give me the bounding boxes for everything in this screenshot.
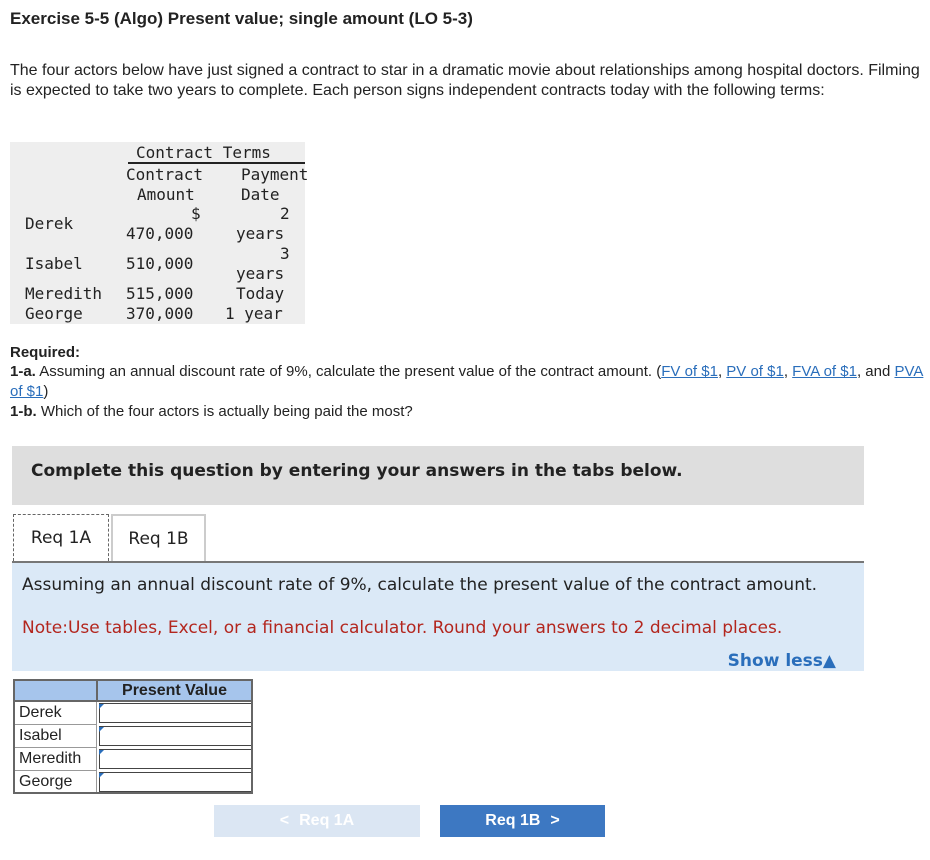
req-1a-label: 1-a.	[10, 363, 36, 380]
grid-label-derek: Derek	[13, 702, 96, 725]
req-1a-text: Assuming an annual discount rate of 9%, calculate the present value of the contract amount. (	[35, 363, 662, 380]
tab-req-1a[interactable]: Req 1A	[13, 514, 109, 561]
link-pv-of-1[interactable]: PV of $1	[726, 363, 784, 380]
grid-cell-isabel	[96, 725, 253, 748]
link-separator: ,	[717, 363, 727, 380]
cell-marker-icon	[99, 704, 104, 709]
link-pva-of-1[interactable]: PVA of $1	[10, 363, 924, 400]
grid-header-present-value: Present Value	[96, 679, 253, 702]
link-fv-of-1[interactable]: FV of $1	[661, 363, 718, 380]
terms-amount-derek: 470,000	[126, 224, 194, 243]
terms-date-derek-unit: years	[236, 224, 285, 243]
question-panel	[12, 563, 864, 671]
present-value-input-derek[interactable]	[99, 703, 252, 723]
banner-text: Complete this question by entering your answers in the tabs below.	[31, 461, 683, 481]
chevron-left-icon: <	[279, 812, 290, 829]
terms-date-meredith: Today	[236, 284, 285, 303]
triangle-up-icon: ▲	[822, 651, 836, 671]
requirement-1a	[10, 362, 925, 402]
link-close-paren: )	[43, 383, 49, 400]
instruction-banner	[12, 446, 864, 505]
link-separator: ,	[783, 363, 793, 380]
col-header-date: Date	[241, 185, 280, 204]
requirement-1b	[10, 402, 925, 422]
show-less-label: Show less	[727, 651, 823, 671]
link-fva-of-1[interactable]: FVA of $1	[792, 363, 857, 380]
link-separator: , and	[856, 363, 895, 380]
cell-marker-icon	[99, 750, 104, 755]
terms-date-isabel-unit: years	[236, 264, 285, 283]
terms-amount-isabel: 510,000	[126, 254, 194, 273]
terms-name-meredith: Meredith	[25, 284, 103, 303]
contract-terms-table	[10, 142, 309, 324]
terms-header-rule	[128, 162, 305, 164]
present-value-input-isabel[interactable]	[99, 726, 252, 746]
terms-group-header: Contract Terms	[136, 143, 271, 162]
present-value-input-george[interactable]	[99, 772, 252, 792]
grid-cell-meredith	[96, 748, 253, 771]
cell-marker-icon	[99, 773, 104, 778]
tab-req-1b[interactable]: Req 1B	[111, 514, 206, 561]
intro-text: The four actors below have just signed a contract to star in a dramatic movie about relationships among hospital doctors. Filming is expected to take two years to complete. Each person signs independent contracts today with the following terms:	[10, 62, 920, 99]
panel-note: Note:Use tables, Excel, or a financial calculator. Round your answers to 2 decimal places.	[22, 618, 783, 638]
show-less-button[interactable]	[728, 651, 836, 671]
grid-label-isabel: Isabel	[13, 725, 96, 748]
terms-name-isabel: Isabel	[25, 254, 83, 273]
grid-label-george: George	[13, 771, 96, 794]
next-req-1b-button[interactable]	[440, 805, 605, 837]
col-header-contract: Contract	[126, 165, 204, 184]
terms-name-derek: Derek	[25, 214, 74, 233]
grid-cell-derek	[96, 702, 253, 725]
prev-button-label: Req 1A	[299, 812, 355, 829]
next-button-label: Req 1B	[485, 812, 541, 829]
terms-date-george: 1 year	[225, 304, 283, 323]
grid-cell-george	[96, 771, 253, 794]
terms-amount-symbol: $	[191, 204, 201, 223]
required-heading: Required:	[10, 344, 81, 361]
present-value-input-meredith[interactable]	[99, 749, 252, 769]
req-1b-label: 1-b.	[10, 403, 37, 420]
terms-date-derek-num: 2	[280, 204, 290, 223]
req-1b-text: Which of the four actors is actually being paid the most?	[36, 403, 413, 420]
grid-header-blank	[13, 679, 96, 702]
terms-amount-meredith: 515,000	[126, 284, 194, 303]
col-header-payment: Payment	[241, 165, 309, 184]
prev-req-1a-button[interactable]	[214, 805, 420, 837]
terms-date-isabel-num: 3	[280, 244, 290, 263]
terms-name-george: George	[25, 304, 83, 323]
terms-amount-george: 370,000	[126, 304, 194, 323]
cell-marker-icon	[99, 727, 104, 732]
panel-question: Assuming an annual discount rate of 9%, calculate the present value of the contract amount.	[22, 575, 818, 595]
col-header-amount: Amount	[137, 185, 195, 204]
grid-label-meredith: Meredith	[13, 748, 96, 771]
exercise-title: Exercise 5-5 (Algo) Present value; single amount (LO 5-3)	[10, 9, 473, 28]
chevron-right-icon: >	[550, 812, 560, 829]
